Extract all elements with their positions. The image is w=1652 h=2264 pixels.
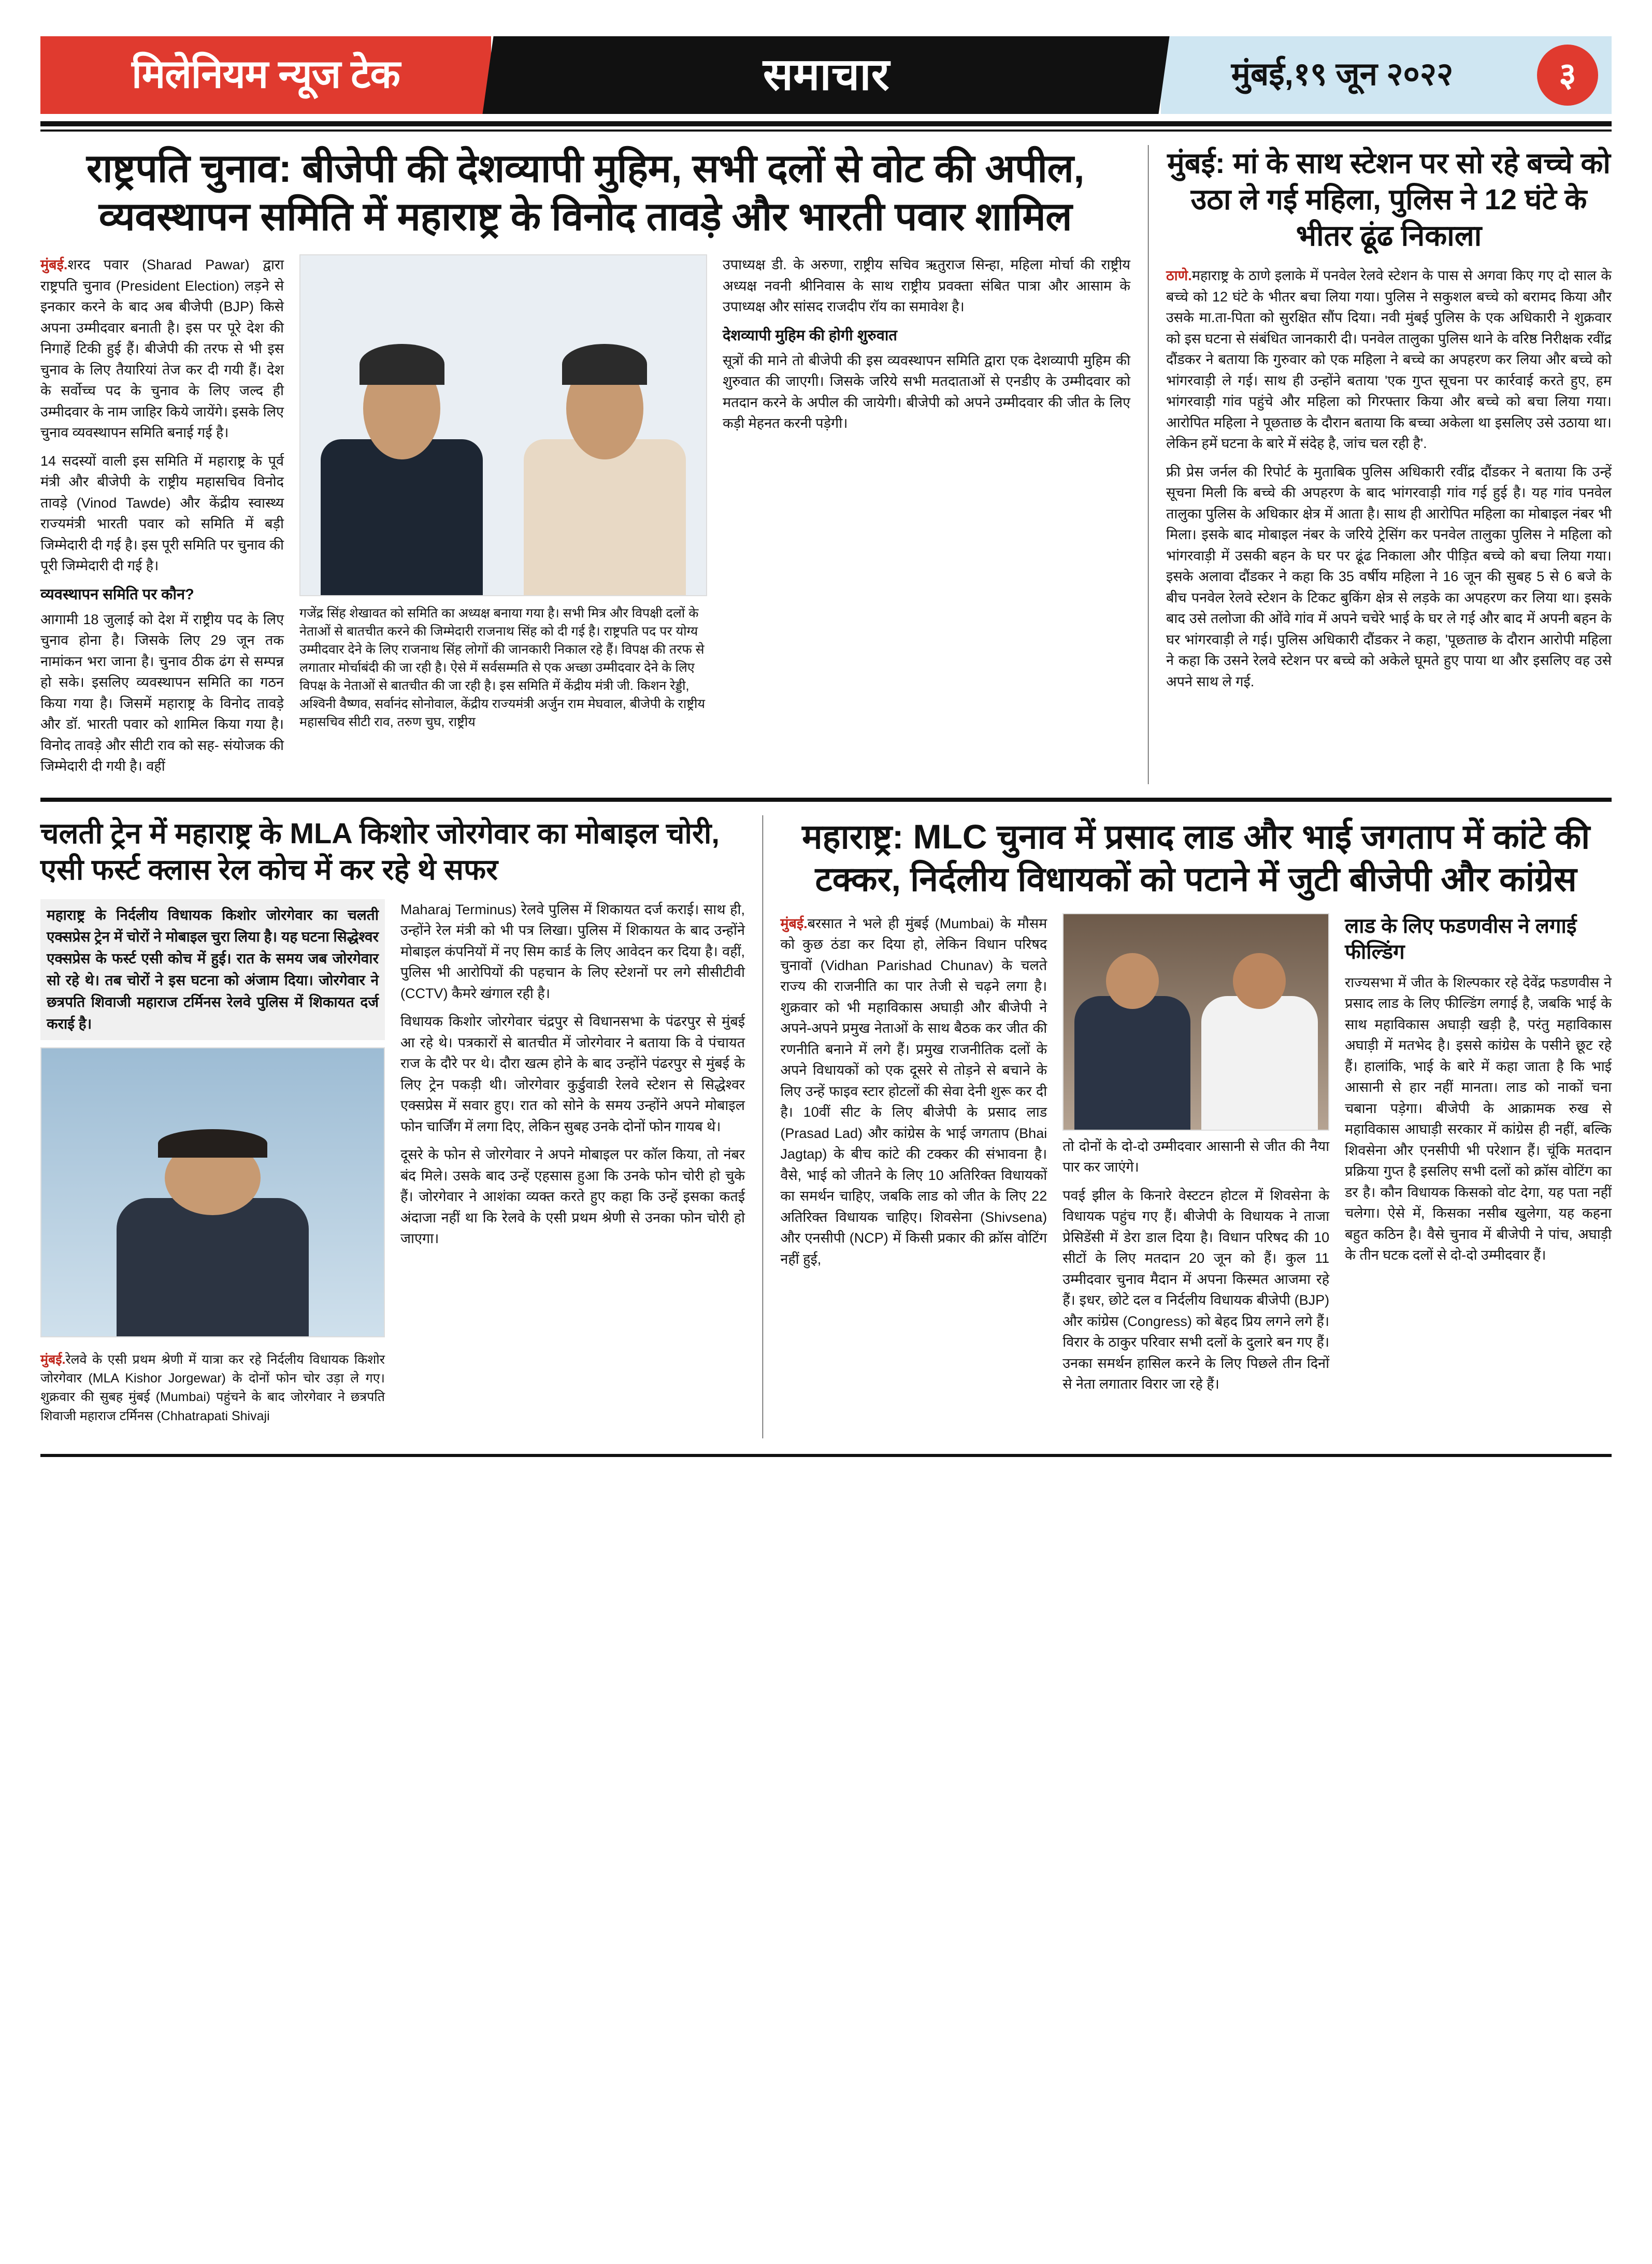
lead-c3-p2: सूत्रों की माने तो बीजेपी की इस व्यवस्थापन समिति द्वारा एक देशव्यापी मुहिम की शुरुवात की जाएगी। जिसके जरिये सभी मतदाताओं से एनडीए के उम्मीदवार को मतदान करने के अपील की जायेगी। बीजेपी को अपने उम्मीदवार की जीत के लिए कड़ी मेहनत करनी पड़ेगी। xyxy=(722,352,1130,431)
bottom-left-caption-dateline: मुंबई. xyxy=(40,1352,66,1367)
top-section xyxy=(40,145,1612,784)
top-right-dateline: ठाणे. xyxy=(1166,268,1192,283)
lead-subhead-2: देशव्यापी मुहिम की होगी शुरुवात xyxy=(722,327,897,344)
portrait-man xyxy=(300,255,504,595)
page-bottom-rule xyxy=(40,1454,1612,1457)
section-title-text: समाचार xyxy=(763,49,889,99)
lead-dateline: मुंबई. xyxy=(40,257,68,273)
lead-subhead-1: व्यवस्थापन समिति पर कौन? xyxy=(40,586,194,603)
lead-photo xyxy=(299,254,707,596)
bottom-right-paragraph-1 xyxy=(780,913,1047,1270)
bottom-left-c2-p3: दूसरे के फोन से जोरगेवार ने अपने मोबाइल पर कॉल किया, तो नंबर बंद मिले। उसके बाद उन्हें एहसास हुआ कि उनके फोन चोरी हो चुके हैं। जोरगेवार ने आशंका व्यक्त करते हुए कहा कि उन्हें इसका कतई अंदाजा नहीं था कि रेलवे के एसी प्रथम श्रेणी से उनका फोन चोरी हो जाएगा। xyxy=(400,1147,745,1247)
lead-p1: शरद पवार (Sharad Pawar) द्वारा राष्ट्रपति चुनाव (President Election) लड़ने से इनकार करने के बाद अब बीजेपी (BJP) किसे अपना उम्मीदवार बनाती है। इस पर पूरे देश की निगाहें टिकी हुई हैं। बीजेपी की तरफ से भी इस चुनाव के लिए तैयारियां तेज कर दी गयी हैं। देश के सर्वोच्च पद के चुनाव के लिए जल्द ही उम्मीदवार के नाम जाहिर किये जायेंगे। इसके लिए चुनाव व्यवस्थापन समिति बनाई गई है। xyxy=(40,257,284,441)
bottom-left-headline: चलती ट्रेन में महाराष्ट्र के MLA किशोर जोरगेवार का मोबाइल चोरी, एसी फर्स्ट क्लास रेल कोच में कर रहे थे सफर xyxy=(40,816,720,886)
top-right-headline: मुंबई: मां के साथ स्टेशन पर सो रहे बच्चे को उठा ले गई महिला, पुलिस ने 12 घंटे के भीतर ढूंढ निकाला xyxy=(1167,147,1611,252)
bottom-right-column-1 xyxy=(780,913,1047,1402)
bottom-right-headline: महाराष्ट्र: MLC चुनाव में प्रसाद लाड और भाई जगताप में कांटे की टक्कर, निर्दलीय विधायकों को पटाने में जुटी बीजेपी और कांग्रेस xyxy=(802,817,1590,899)
bottom-left-c2-p2: विधायक किशोर जोरगेवार चंद्रपुर से विधानसभा के पंढरपुर से मुंबई आ रहे थे। पत्रकारों से बातचीत में जोरगेवार ने बताया कि वे पंचायत राज के दौरे पर थे। दौरा खत्म होने के बाद उन्होंने पंढरपुर से मुंबई के लिए ट्रेन पकड़ी थी। जोरगेवार कुर्डुवाडी रेलवे स्टेशन से सिद्धेश्वर एक्सप्रेस में सवार हुए। रात को सोने के समय उन्होंने अपने मोबाइल फोन चार्जिंग में लगा दिए, लेकिन सुबह उनके दोनों फोन गायब थे। xyxy=(400,1014,745,1134)
page-number-container xyxy=(1524,36,1612,114)
bottom-left-c2-p1: Maharaj Terminus) रेलवे पुलिस में शिकायत दर्ज कराई। साथ ही, उन्होंने रेल मंत्री को भी पत्र लिखा। पुलिस में शिकायत के बाद उन्होंने मोबाइल कंपनियों में नए सिम कार्ड के लिए आवेदन कर दिया है। वहीं, पुलिस भी आरोपियों की पहचान के लिए स्टेशनों पर लगे सीसीटीवी (CCTV) कैमरे खंगाल रही है। xyxy=(400,901,745,1001)
sidebar-p1: राज्यसभा में जीत के शिल्पकार रहे देवेंद्र फडणवीस ने प्रसाद लाड के लिए फील्डिंग लगाई है, जबकि भाई के साथ महाविकास अघाड़ी खड़ी है, परंतु महाविकास अघाड़ी में मतभेद है। इससे कांग्रेस के पसीने छूट रहे हैं। हालांकि, भाई के बारे में कहा जाता है कि भाई आसानी से हार नहीं मानता। लाड को नाकों चना चबाना पड़ेगा। बीजेपी के आक्रामक रुख से महाविकास आघाड़ी सरकार में कांग्रेस ही नहीं, बल्कि शिवसेना और एनसीपी भी परेशान हैं। चूंकि मतदान प्रक्रिया गुप्त है इसलिए सभी दलों को क्रॉस वोटिंग का डर है। कौन विधायक किसको वोट देगा, यह पता नहीं चलेगा। ऐसे में, किसका नसीब खुलेगा, यह कहना बहुत कठिन है। वैसे चुनाव में बीजेपी ने पांच, अघाड़ी के तीन घटक दलों से दो-दो उम्मीदवार हैं। xyxy=(1345,974,1612,1263)
dateline: मुंबई,१९ जून २०२२ xyxy=(1161,36,1524,114)
lead-column-3 xyxy=(723,254,1130,784)
top-right-p2: फ्री प्रेस जर्नल की रिपोर्ट के मुताबिक पुलिस अधिकारी रवींद्र दौंडकर ने बताया कि उन्हें सूचना मिली कि बच्चे की अपहरण के बाद भांगरवाड़ी गांव गई हुई है। यह गांव पनवेल तालुका पुलिस के अधिकार क्षेत्र में आता है। साथ ही आरोपित महिला का मोबाइल नंबर भी मिला। इसके बाद मोबाइल नंबर के जरिये ट्रेसिंग कर पनवेल तालुका पुलिस ने महिला को भांगरवाड़ी में उसकी बहन के घर पर ढूंढ निकाला और पीड़ित बच्चे को बचा लिया गया। इसके अलावा दौंडकर ने कहा कि 35 वर्षीय महिला ने 16 जून की सुबह 5 से 6 बजे के बीच पनवेल रेलवे स्टेशन के टिकट बुकिंग क्षेत्र से लड़के का अपहरण कर लिया था। इसके बाद उसे तलोजा की ओंवे गांव में अपने चचेरे भाई के घर ले गई और बाद में अपनी बहन के घर भांगरवाड़ी ले गई। पुलिस अधिकारी दौंडकर ने कहा, 'पूछताछ के दौरान आरोपी महिला ने कहा कि उसने रेलवे स्टेशन पर बच्चे को अकेले घूमते हुए पाया था और इसलिए वह उसे अपने साथ ले गई. xyxy=(1166,464,1612,689)
top-right-story xyxy=(1166,145,1612,784)
bottom-left-boxed-lead: महाराष्ट्र के निर्दलीय विधायक किशोर जोरगेवार का चलती एक्सप्रेस ट्रेन में चोरों ने मोबाइल चुरा लिया है। यह घटना सिद्धेश्वर एक्सप्रेस के फर्स्ट एसी कोच में हुई। रात के समय जब जोरगेवार सो रहे थे। तब चोरों ने इस घटना को अंजाम दिया। जोरगेवार ने छत्रपति शिवाजी महाराज टर्मिनस रेलवे पुलिस में शिकायत दर्ज कराई है। xyxy=(40,899,385,1040)
portrait-woman xyxy=(504,255,707,595)
bottom-left-story xyxy=(40,815,745,1438)
lead-column-2 xyxy=(299,254,707,784)
bottom-right-column-2 xyxy=(1062,913,1329,1402)
bottom-left-column-2 xyxy=(400,899,745,1438)
lead-p2: 14 सदस्यों वाली इस समिति में महाराष्ट्र के पूर्व मंत्री और बीजेपी के राष्ट्रीय महासचिव विनोद तावड़े (Vinod Tawde) और केंद्रीय स्वास्थ्य राज्यमंत्री भारती पवार को समिति में बड़ी जिम्मेदारी दी गई है। इस पूरी समिति पर चुनाव की पूरी जिम्मेदारी दी गई है। xyxy=(40,453,284,574)
bottom-left-photo-caption xyxy=(40,1350,385,1425)
brand-logo: मिलेनियम न्यूज टेक xyxy=(40,36,491,114)
bottom-right-story xyxy=(780,815,1612,1438)
lead-column-1 xyxy=(40,254,284,784)
bottom-right-c2-p2: पवई झील के किनारे वेस्टटन होटल में शिवसेना के विधायक पहुंच गए हैं। बीजेपी के विधायक ने ताजा प्रेसिडेंसी में डेरा डाल दिया है। विधान परिषद की 10 सीटों के लिए मतदान 20 जून को हैं। कुल 11 उम्मीदवार चुनाव मैदान में अपना किस्मत आजमा रहे हैं। इधर, छोटे दल व निर्दलीय विधायक बीजेपी (BJP) और कांग्रेस (Congress) को बेहद प्रिय लगने लगे हैं। विरार के ठाकुर परिवार सभी दलों के दुलारे बन गए हैं। उनका समर्थन हासिल करने के लिए पिछले तीन दिनों से नेता लगातार विरार जा रहे हैं। xyxy=(1062,1187,1330,1392)
jorgewar-photo xyxy=(40,1047,385,1337)
masthead-rule-thin xyxy=(40,129,1612,132)
bottom-left-caption-text: रेलवे के एसी प्रथम श्रेणी में यात्रा कर रहे निर्दलीय विधायक किशोर जोरगेवार (MLA Kishor Jorgewar) के दोनों फोन चोर उड़ा ले गए। शुक्रवार की सुबह मुंबई (Mumbai) पहुंचने के बाद जोरगेवार ने छत्रपति शिवाजी महाराज टर्मिनस (Chhatrapati Shivaji xyxy=(40,1352,385,1423)
horizontal-divider-main xyxy=(40,798,1612,802)
section-title xyxy=(482,36,1169,114)
masthead-rule-thick xyxy=(40,121,1612,126)
lead-photo-caption: गजेंद्र सिंह शेखावत को समिति का अध्यक्ष बनाया गया है। सभी मित्र और विपक्षी दलों के नेताओं से बातचीत करने की जिम्मेदारी राजनाथ सिंह को दी गई है। राष्ट्रपति पद पर योग्य उम्मीदवार देने के लिए राजनाथ सिंह लोगों की जानकारी निकाल रहे हैं। विपक्ष की तरफ से लगातार मोर्चाबंदी की जा रही है। ऐसे में सर्वसम्मति से एक अच्छा उम्मीदवार देने के लिए विपक्ष के नेताओं से बातचीत की जा रही है। इस समिति में केंद्रीय मंत्री जी. किशन रेड्डी, अश्विनी वैष्णव, सर्वानंद सोनोवाल, केंद्रीय राज्यमंत्री अर्जुन राम मेघवाल, बीजेपी के राष्ट्रीय महासचिव सीटी राव, तरुण चुघ, राष्ट्रीय xyxy=(299,606,705,730)
portrait-pair xyxy=(300,255,706,595)
lead-c3-p1: उपाध्यक्ष डी. के अरुणा, राष्ट्रीय सचिव ऋतुराज सिन्हा, महिला मोर्चा की राष्ट्रीय अध्यक्ष नवनी श्रीनिवास के साथ राष्ट्रीय प्रवक्ता संबित पात्रा और आसाम के उपाध्यक्ष और सांसद राजदीप रॉय का समावेश है। xyxy=(722,257,1130,315)
bottom-right-dateline: मुंबई. xyxy=(780,915,808,931)
sidebar-headline: लाड के लिए फडणवीस ने लगाई फील्डिंग xyxy=(1345,914,1577,963)
top-right-paragraph-1 xyxy=(1166,265,1612,454)
mlc-candidates-photo xyxy=(1062,913,1329,1131)
page-number: ३ xyxy=(1537,45,1598,106)
masthead xyxy=(40,36,1612,114)
bottom-right-sidebar xyxy=(1345,913,1612,1402)
lead-paragraph xyxy=(40,254,284,443)
lead-headline: राष्ट्रपति चुनाव: बीजेपी की देशव्यापी मुहिम, सभी दलों से वोट की अपील, व्यवस्थापन समिति में महाराष्ट्र के विनोद तावड़े और भारती पवार शामिल xyxy=(86,147,1085,239)
top-right-p1: महाराष्ट्र के ठाणे इलाके में पनवेल रेलवे स्टेशन के पास से अगवा किए गए दो साल के बच्चे को 12 घंटे के भीतर बचा लिया गया। पुलिस ने सकुशल बच्चे को बरामद किया और उसके मा.ता-पिता को सुरक्षित सौंप दिया। नवी मुंबई पुलिस के एक अधिकारी ने शुक्रवार को इस घटना से संबंधित जानकारी दी। पनवेल तालुका पुलिस थाने के वरिष्ठ निरीक्षक रवींद्र दौंडकर ने बताया कि गुरुवार को एक महिला ने बच्चे का अपहरण कर लिया और बच्चे को भांगरवाड़ी ले गई। साथ ही उन्होंने बताया 'एक गुप्त सूचना पर कार्रवाई करते हुए, हम भांगरवाड़ी गांव पहुंचे और महिला को गिरफ्तार किया और बच्चे को बचा लिया गया। आरोपित महिला ने पूछताछ के दौरान बताया कि बच्चा अकेला था इसलिए उसे उठाया था। लेकिन हमें घटना के बारे में संदेह है, जांच चल रही है'. xyxy=(1166,268,1612,451)
bottom-right-c2-p1: तो दोनों के दो-दो उम्मीदवार आसानी से जीत की नैया पार कर जाएंगे। xyxy=(1062,1138,1330,1175)
bottom-left-column-1 xyxy=(40,899,385,1438)
bottom-section xyxy=(40,815,1612,1438)
lead-p3: आगामी 18 जुलाई को देश में राष्ट्रीय पद के लिए चुनाव होना है। जिसके लिए 29 जून तक नामांकन भरा जाना है। चुनाव ठीक ढंग से सम्पन्न हो सके। इसलिए व्यवस्थापन समिति का गठन किया गया है। जिसमें महाराष्ट्र के विनोद तावड़े और डॉ. भारती पवार को शामिल किया गया है। विनोद तावड़े और सीटी राव को सह- संयोजक की जिम्मेदारी दी गयी है। वहीं xyxy=(40,611,284,774)
lead-story xyxy=(40,145,1130,784)
bottom-right-c1-p1: बरसात ने भले ही मुंबई (Mumbai) के मौसम को कुछ ठंडा कर दिया हो, लेकिन विधान परिषद चुनावों (Vidhan Parishad Chunav) के चलते राज्य की राजनीति का पार तेजी से चढ़ने लगा है। शुक्रवार को भी महाविकास अघाड़ी और बीजेपी ने अपने-अपने प्रमुख नेताओं के साथ बैठक कर जीत की रणनीति बनाने में लगे हैं। प्रमुख राजनीतिक दलों के अपने विधायकों को एक दूसरे से तोड़ने से बचाने के लिए उन्हें फाइव स्टार होटलों की सेवा देनी शुरू कर दी है। 10वीं सीट के लिए बीजेपी के प्रसाद लाड (Prasad Lad) और कांग्रेस के भाई जगताप (Bhai Jagtap) के बीच कांटे की टक्कर की संभावना है। वैसे, भाई को जीतने के लिए 10 अतिरिक्त विधायकों का समर्थन चाहिए, जबकि लाड को जीत के लिए 22 अतिरिक्त विधायक चाहिए। शिवसेना (Shivsena) और एनसीपी (NCP) में किसी प्रकार की क्रॉस वोटिंग नहीं हुई, xyxy=(780,915,1047,1267)
